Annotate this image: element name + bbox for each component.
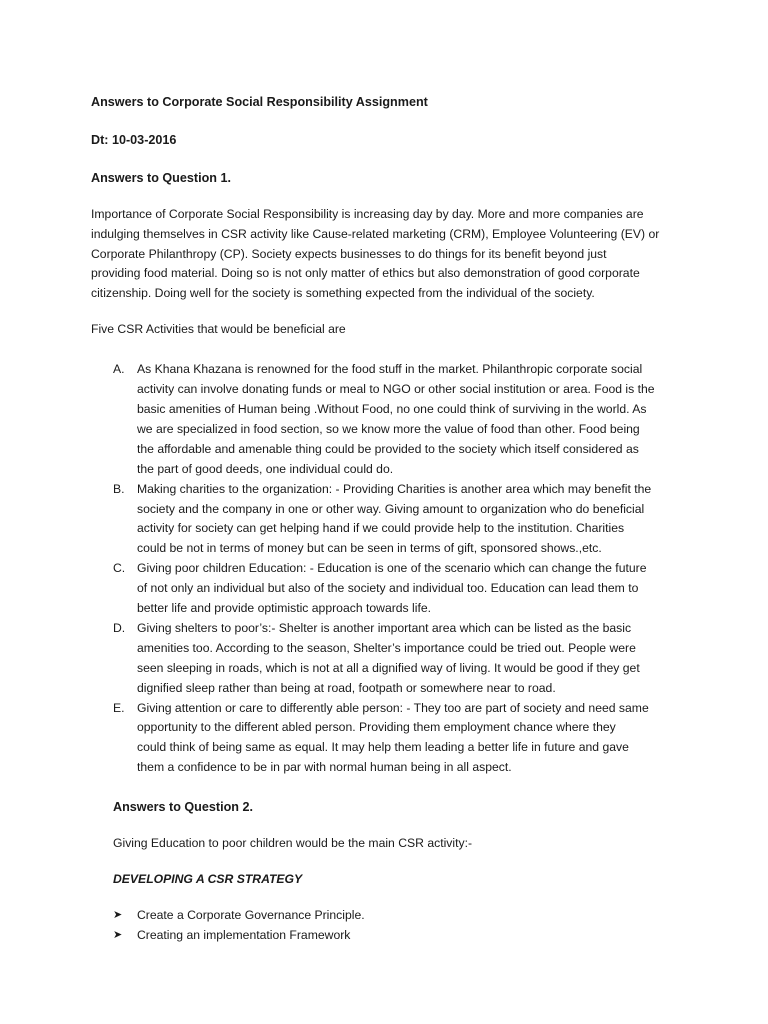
bullet-item [91,926,691,946]
activity-line: the affordable and amenable thing could be provided to the society which itself considered as [137,441,639,456]
activity-line: opportunity to the different abled person. Providing them employment chance where they [137,720,616,735]
activity-line: amenities too. According to the season, Shelter’s importance could be tried out. People were [137,640,636,655]
activity-item-d [91,619,691,699]
activity-item-a [91,360,691,479]
document-body [91,93,691,946]
activity-line: Giving shelters to poor’s:- Shelter is another important area which can be listed as the basic [137,620,632,635]
paragraph-line: citizenship. Doing well for the society is something expected from the individual of the society. [91,286,595,301]
paragraph-line: Importance of Corporate Social Responsibility is increasing day by day. More and more companies are [91,206,644,221]
activity-line: activity for society can get helping hand if we could provide help to the institution. Charities [137,521,625,536]
activity-line: As Khana Khazana is renowned for the food stuff in the market. Philanthropic corporate social [137,362,643,377]
list-marker: A. [113,362,125,377]
list-marker: C. [113,561,126,576]
paragraph-line: indulging themselves in CSR activity like Cause-related marketing (CRM), Employee Volunteering (EV) or [91,226,660,241]
activity-line: Making charities to the organization: - Providing Charities is another area which may benefit the [137,481,652,496]
activity-item-b [91,480,691,560]
activity-line: Giving poor children Education: - Education is one of the scenario which can change the future [137,561,647,576]
paragraph-line: providing food material. Doing so is not only matter of ethics but also demonstration of good corporate [91,266,640,281]
list-marker: E. [113,700,125,715]
activity-line: could be not in terms of money but can be seen in terms of gift, sponsored shows.,etc. [137,541,602,556]
question-1-paragraph [91,205,691,305]
activity-line: basic amenities of Human being .Without Food, no one could think of surviving in the world. As [137,401,647,416]
document-date: Dt: 10-03-2016 [91,132,177,147]
bullet-text: Creating an implementation Framework [137,927,351,942]
activity-line: society and the company in one or other way. Giving amount to organization who do beneficial [137,501,645,516]
activity-line: seen sleeping in roads, which is not at all a dignified way of living. It would be good if they get [137,660,640,675]
activities-list [91,360,691,778]
question-2-heading: Answers to Question 2. [113,800,253,815]
list-marker: B. [113,481,125,496]
document-title: Answers to Corporate Social Responsibility Assignment [91,95,428,109]
activity-line: of not only an individual but also of the society and individual too. Education can lead them to [137,581,639,596]
list-marker: D. [113,620,126,635]
activity-line: them a confidence to be in par with normal human being in all aspect. [137,760,512,775]
activity-item-e [91,699,691,779]
activity-line: activity can involve donating funds or meal to NGO or other social institution or area. Food is the [137,382,655,397]
activity-item-c [91,559,691,619]
bullet-item [91,906,691,926]
arrowhead-bullet-icon: ➤ [113,908,123,921]
activity-line: Giving attention or care to differently able person: - They too are part of society and need same [137,700,649,715]
activity-line: dignified sleep rather than being at road, footpath or somewhere near to road. [137,680,556,695]
paragraph-line: Corporate Philanthropy (CP). Society expects businesses to do things for its benefit beyond just [91,246,607,261]
activity-line: better life and provide optimistic approach towards life. [137,601,432,616]
bullet-text: Create a Corporate Governance Principle. [137,907,365,922]
activity-line: could think of being same as equal. It may help them leading a better life in future and gave [137,740,629,755]
question-1-heading: Answers to Question 1. [91,170,231,185]
strategy-bullets [91,906,691,946]
strategy-title: DEVELOPING A CSR STRATEGY [113,872,303,886]
question-2-intro: Giving Education to poor children would be the main CSR activity:- [113,836,473,851]
activity-line: the part of good deeds, one individual could do. [137,461,394,476]
arrowhead-bullet-icon: ➤ [113,928,123,941]
activity-line: we are specialized in food section, so we know more the value of food than other. Food being [137,421,640,436]
activities-intro: Five CSR Activities that would be beneficial are [91,322,346,337]
